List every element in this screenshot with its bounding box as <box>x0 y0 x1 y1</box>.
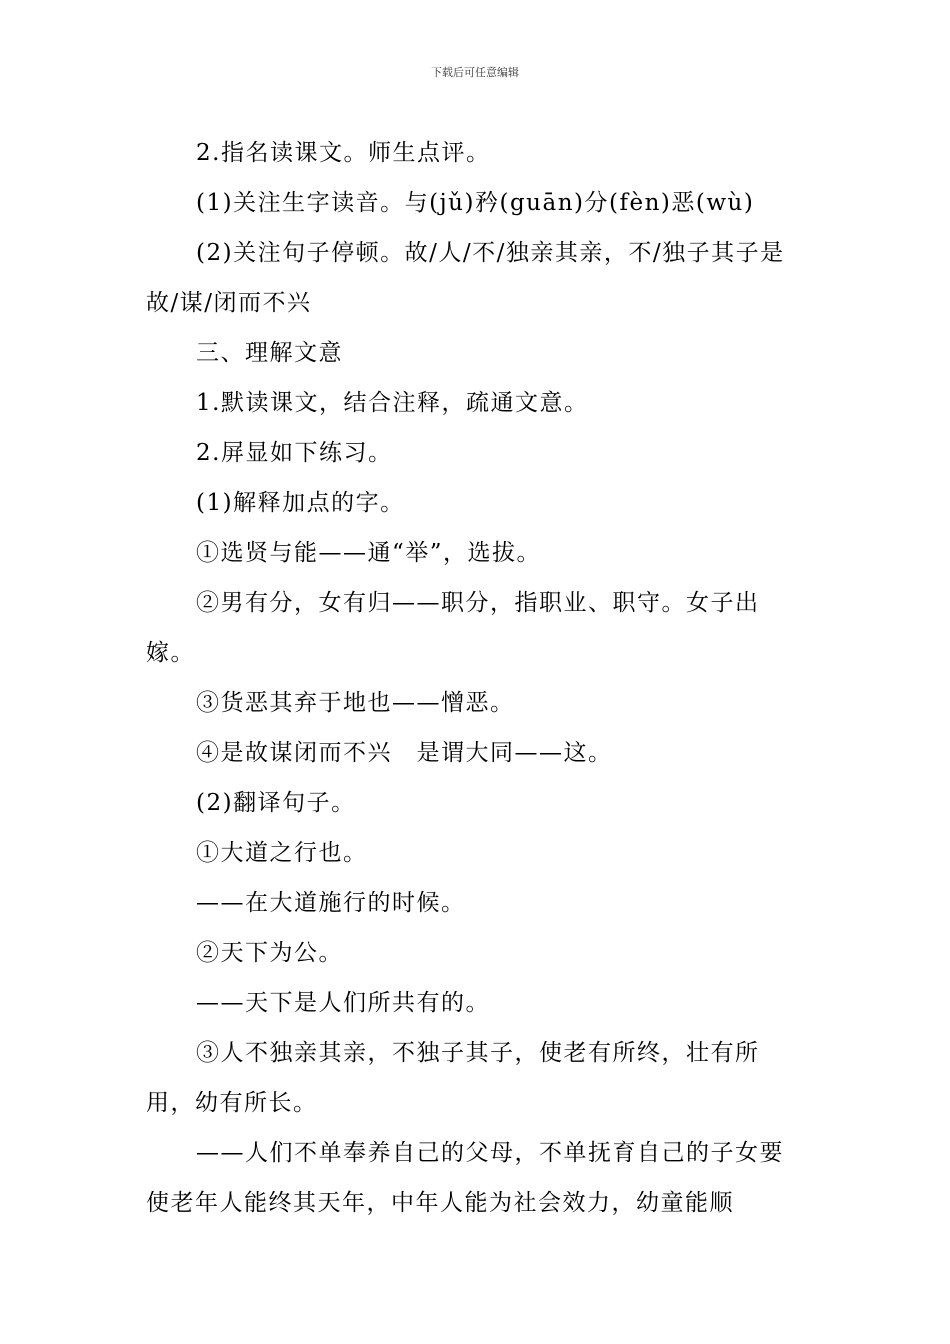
paragraph: (1)关注生字读音。与(jǔ)矜(guān)分(fèn)恶(wù) <box>196 190 755 216</box>
paragraph: (1)解释加点的字。 <box>196 490 405 516</box>
paragraph: ③货恶其弃于地也——憎恶。 <box>196 690 515 716</box>
paragraph: ——人们不单奉养自己的父母，不单抚育自己的子女要使老年人能终其天年，中年人能为社会效力，幼童能顺 <box>146 1140 784 1216</box>
paragraph: 2.指名读课文。师生点评。 <box>196 140 491 166</box>
paragraph: 2.屏显如下练习。 <box>196 440 393 466</box>
paragraph: ①选贤与能——通“举”，选拔。 <box>196 540 542 566</box>
paragraph: ①大道之行也。 <box>196 840 368 866</box>
page-header-note: 下载后可任意编辑 <box>431 66 519 79</box>
paragraph: (2)翻译句子。 <box>196 790 356 816</box>
section-heading: 三、理解文意 <box>196 340 343 366</box>
paragraph: (2)关注句子停顿。故/人/不/独亲其亲，不/独子其子是故/谋/闭而不兴 <box>146 240 785 316</box>
document-body <box>146 128 806 1228</box>
paragraph: ——天下是人们所共有的。 <box>196 990 490 1016</box>
paragraph: 1.默读课文，结合注释，疏通文意。 <box>196 390 589 416</box>
paragraph: ④是故谋闭而不兴 是谓大同——这。 <box>196 740 613 766</box>
paragraph: ——在大道施行的时候。 <box>196 890 466 916</box>
paragraph: ③人不独亲其亲，不独子其子，使老有所终，壮有所用，幼有所长。 <box>146 1040 760 1116</box>
paragraph: ②天下为公。 <box>196 940 343 966</box>
paragraph: ②男有分，女有归——职分，指职业、职守。女子出嫁。 <box>146 590 760 666</box>
